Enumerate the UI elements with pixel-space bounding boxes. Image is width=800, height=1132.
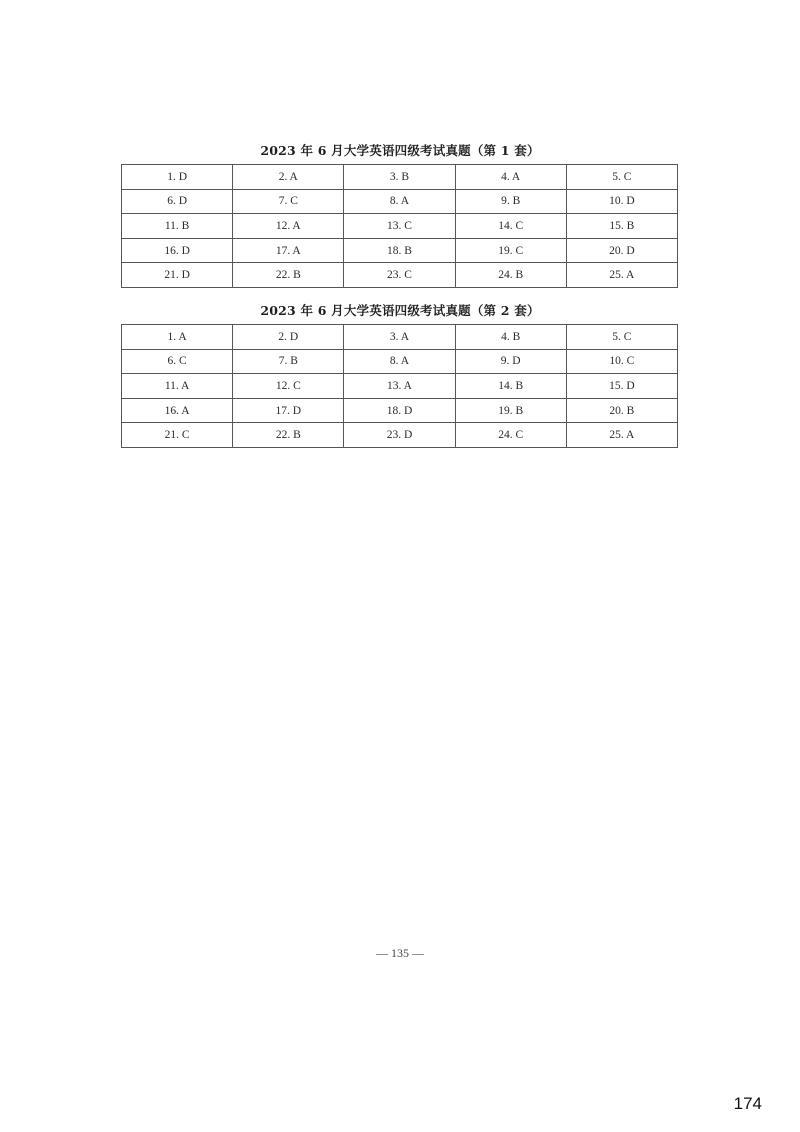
answer-key-title-set-1: 2023 年 6 月大学英语四级考试真题（第 1 套）: [260, 143, 540, 158]
answer-cell: 14. C: [455, 214, 566, 239]
answer-cell: 3. B: [344, 165, 455, 190]
answer-cell: 12. A: [233, 214, 344, 239]
answer-cell: 7. C: [233, 189, 344, 214]
answer-cell: 19. B: [455, 398, 566, 423]
table-row: [122, 189, 678, 214]
answer-cell: 5. C: [566, 165, 677, 190]
answer-cell: 24. C: [455, 423, 566, 448]
table-row: [122, 423, 678, 448]
answer-cell: 4. B: [455, 325, 566, 350]
answer-cell: 15. B: [566, 214, 677, 239]
table-row: [122, 238, 678, 263]
scan-page-number: 174: [733, 1094, 762, 1113]
table-row: [122, 374, 678, 399]
answer-cell: 25. A: [566, 423, 677, 448]
answer-cell: 8. A: [344, 189, 455, 214]
answer-cell: 16. D: [122, 238, 233, 263]
answer-cell: 19. C: [455, 238, 566, 263]
answer-cell: 7. B: [233, 349, 344, 374]
answer-cell: 10. C: [566, 349, 677, 374]
answer-cell: 13. C: [344, 214, 455, 239]
answer-cell: 10. D: [566, 189, 677, 214]
table-row: [122, 214, 678, 239]
answer-cell: 18. B: [344, 238, 455, 263]
answer-cell: 9. D: [455, 349, 566, 374]
table-row: [122, 325, 678, 350]
answer-cell: 2. D: [233, 325, 344, 350]
answer-cell: 23. D: [344, 423, 455, 448]
answer-cell: 20. B: [566, 398, 677, 423]
answer-cell: 4. A: [455, 165, 566, 190]
answer-cell: 12. C: [233, 374, 344, 399]
answer-cell: 21. D: [122, 263, 233, 288]
answer-cell: 6. D: [122, 189, 233, 214]
answer-cell: 11. B: [122, 214, 233, 239]
answer-cell: 22. B: [233, 263, 344, 288]
answer-cell: 13. A: [344, 374, 455, 399]
answer-cell: 24. B: [455, 263, 566, 288]
answer-cell: 21. C: [122, 423, 233, 448]
table-row: [122, 165, 678, 190]
answer-key-table-set-2: [121, 324, 678, 448]
answer-cell: 23. C: [344, 263, 455, 288]
answer-cell: 20. D: [566, 238, 677, 263]
answer-cell: 22. B: [233, 423, 344, 448]
table-row: [122, 398, 678, 423]
answer-cell: 8. A: [344, 349, 455, 374]
answer-cell: 1. A: [122, 325, 233, 350]
answer-cell: 11. A: [122, 374, 233, 399]
answer-cell: 25. A: [566, 263, 677, 288]
answer-cell: 6. C: [122, 349, 233, 374]
answer-cell: 14. B: [455, 374, 566, 399]
answer-cell: 18. D: [344, 398, 455, 423]
answer-cell: 17. A: [233, 238, 344, 263]
answer-key-title-set-2: 2023 年 6 月大学英语四级考试真题（第 2 套）: [260, 303, 540, 318]
table-row: [122, 349, 678, 374]
answer-key-table-set-1: [121, 164, 678, 288]
answer-cell: 15. D: [566, 374, 677, 399]
answer-cell: 9. B: [455, 189, 566, 214]
answer-cell: 17. D: [233, 398, 344, 423]
answer-cell: 3. A: [344, 325, 455, 350]
table-row: [122, 263, 678, 288]
answer-cell: 1. D: [122, 165, 233, 190]
answer-cell: 2. A: [233, 165, 344, 190]
page-number: — 135 —: [376, 946, 424, 960]
answer-cell: 5. C: [566, 325, 677, 350]
answer-cell: 16. A: [122, 398, 233, 423]
